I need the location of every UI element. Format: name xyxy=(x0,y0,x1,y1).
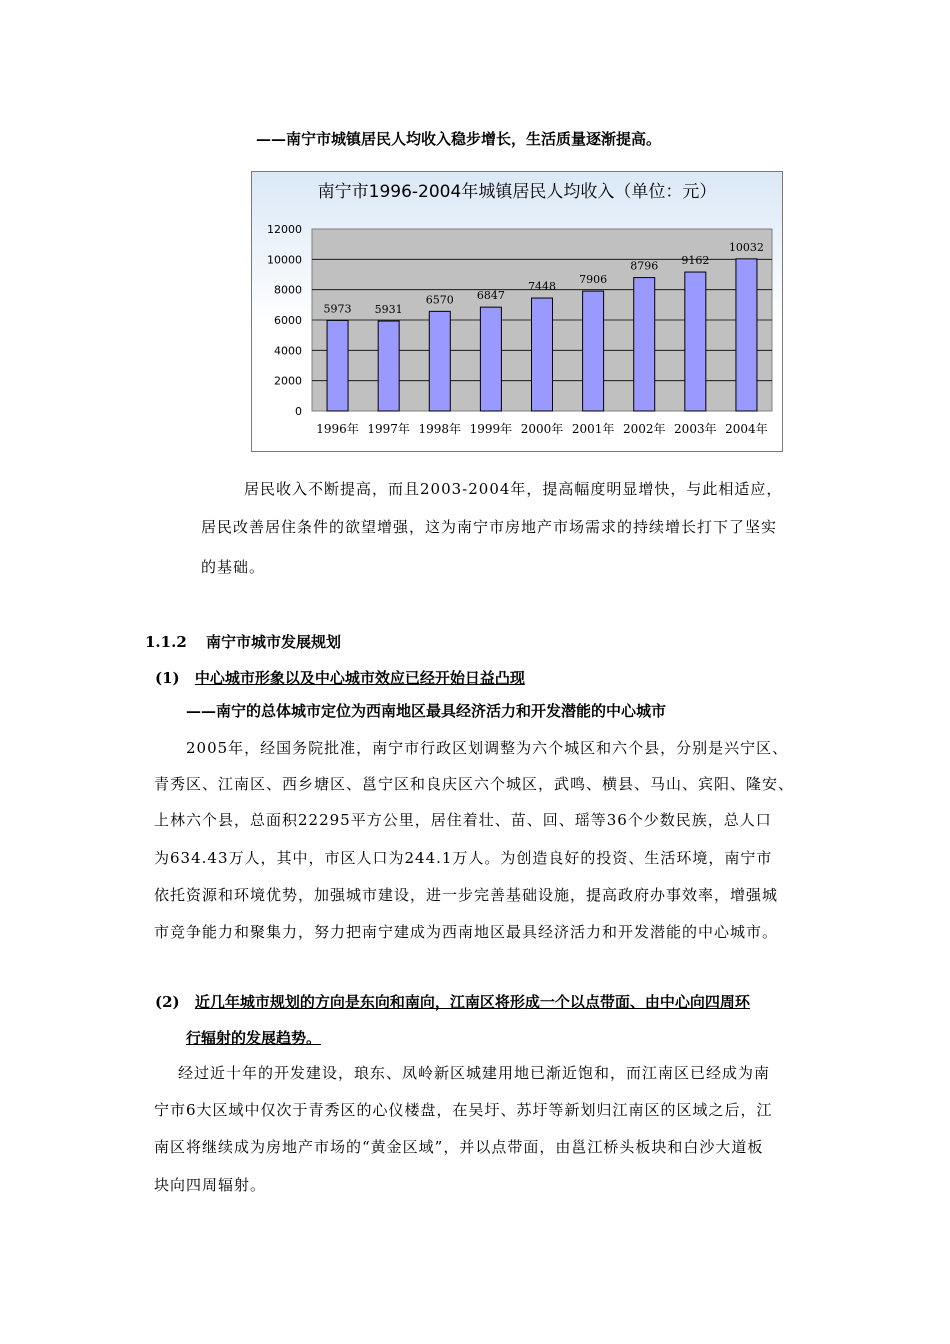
paragraph-line: 宁市6大区域中仅次于青秀区的心仪楼盘，在吴圩、苏圩等新划归江南区的区域之后，江 xyxy=(154,1101,773,1119)
data-label: 6570 xyxy=(425,293,454,307)
paragraph-line: 市竞争能力和聚集力，努力把南宁建成为西南地区最具经济活力和开发潜能的中心城市。 xyxy=(154,923,779,941)
paragraph-line: 居民改善居住条件的欲望增强，这为南宁市房地产市场需求的持续增长打下了坚实 xyxy=(201,518,778,536)
y-tick-label: 10000 xyxy=(267,253,302,267)
item1-heading xyxy=(155,667,525,688)
bar-chart-svg xyxy=(252,172,782,451)
bar xyxy=(327,320,348,411)
paragraph-line: 块向四周辐射。 xyxy=(154,1176,267,1194)
item1-title: 中心城市形象以及中心城市效应已经开始日益凸现 xyxy=(194,669,525,687)
section-heading-income: ——南宁市城镇居民人均收入稳步增长，生活质量逐渐提高。 xyxy=(256,130,662,148)
bar xyxy=(634,278,655,411)
y-tick-label: 6000 xyxy=(274,314,302,327)
x-tick-label: 1997年 xyxy=(367,422,410,436)
paragraph-line: 居民收入不断提高，而且2003-2004年，提高幅度明显增快，与此相适应， xyxy=(244,480,783,498)
income-chart xyxy=(251,171,783,452)
paragraph-line: 2005年，经国务院批准，南宁市行政区划调整为六个城区和六个县，分别是兴宁区、 xyxy=(186,739,789,757)
section-title-text: 南宁市城市发展规划 xyxy=(206,633,342,651)
section-number: 1.1.2 xyxy=(145,633,187,651)
bar xyxy=(583,291,604,411)
x-tick-label: 1999年 xyxy=(469,422,513,436)
x-tick-label: 2003年 xyxy=(674,422,717,436)
data-label: 7448 xyxy=(528,280,556,294)
bar xyxy=(685,272,706,411)
paragraph-line: 经过近十年的开发建设，琅东、凤岭新区城建用地已渐近饱和，而江南区已经成为南 xyxy=(178,1064,771,1082)
x-tick-label: 2004年 xyxy=(725,422,768,436)
bar xyxy=(532,298,553,411)
data-label: 8796 xyxy=(630,259,659,273)
x-tick-label: 1998年 xyxy=(418,422,462,436)
y-tick-label: 8000 xyxy=(274,283,302,297)
data-label: 9162 xyxy=(681,254,710,268)
item1-subtitle: ——南宁的总体城市定位为西南地区最具经济活力和开发潜能的中心城市 xyxy=(186,702,667,720)
y-tick-label: 4000 xyxy=(274,344,302,358)
y-tick-label: 2000 xyxy=(274,374,302,388)
paragraph-line: 的基础。 xyxy=(201,558,266,576)
paragraph-line: 南区将继续成为房地产市场的“黄金区域”，并以点带面，由邕江桥头板块和白沙大道板 xyxy=(154,1138,764,1156)
bar xyxy=(480,307,501,411)
chart-title: 南宁市1996-2004年城镇居民人均收入（单位：元） xyxy=(317,182,717,202)
y-tick-label: 12000 xyxy=(267,223,302,236)
item2-heading xyxy=(155,991,750,1012)
item2-title-line1: 近几年城市规划的方向是东向和南向，江南区将形成一个以点带面、由中心向四周环 xyxy=(194,993,750,1011)
bar xyxy=(378,321,399,411)
paragraph-line: 青秀区、江南区、西乡塘区、邕宁区和良庆区六个城区，武鸣、横县、马山、宾阳、隆安、 xyxy=(154,775,795,793)
x-tick-label: 1996年 xyxy=(316,422,359,436)
bar xyxy=(736,259,757,411)
item2-number: (2) xyxy=(155,993,180,1011)
bar xyxy=(429,311,450,411)
paragraph-line: 上林六个县，总面积22295平方公里，居住着壮、苗、回、瑶等36个少数民族，总人口 xyxy=(154,811,772,829)
x-tick-label: 2002年 xyxy=(622,422,666,436)
data-label: 10032 xyxy=(728,240,764,254)
data-label: 7906 xyxy=(579,273,608,287)
paragraph-line: 依托资源和环境优势，加强城市建设，进一步完善基础设施，提高政府办事效率，增强城 xyxy=(154,886,779,904)
paragraph-line: 为634.43万人，其中，市区人口为244.1万人。为创造良好的投资、生活环境，南宁市 xyxy=(154,849,773,867)
section-title-112 xyxy=(145,631,341,652)
x-tick-label: 2000年 xyxy=(520,422,564,436)
item2-title-line2: 行辐射的发展趋势。 xyxy=(186,1029,322,1047)
data-label: 5931 xyxy=(374,303,403,317)
data-label: 5973 xyxy=(323,302,352,316)
y-tick-label: 0 xyxy=(295,405,302,418)
item1-number: (1) xyxy=(155,669,180,687)
data-label: 6847 xyxy=(476,289,505,303)
x-tick-label: 2001年 xyxy=(571,422,615,436)
